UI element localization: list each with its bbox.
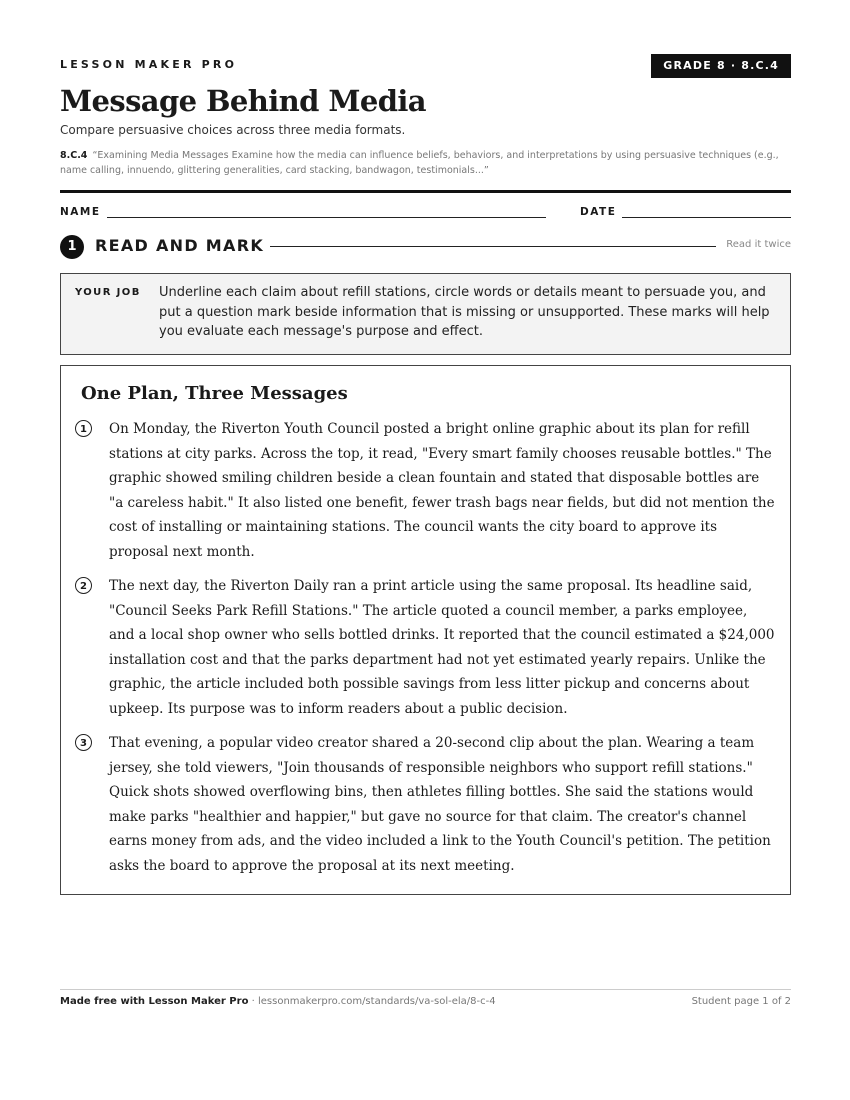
header-divider: [60, 190, 791, 193]
standard-text: “Examining Media Messages Examine how the media can influence beliefs, behaviors, and interpretations by using persuasive techniques (e.g., name calling, innuendo, glittering generalities, card stacking, bandwagon, testimonials...”: [60, 150, 779, 176]
footer-divider: [60, 989, 791, 990]
date-label: DATE: [580, 206, 617, 218]
page-title: Message Behind Media: [60, 84, 426, 118]
paragraph-text: That evening, a popular video creator shared a 20-second clip about the plan. Wearing a team jersey, she told viewers, "Join thousands of responsible neighbors who support refill stations." Quick shots showed overflowing bins, then athletes filling bottles. She said the stations would make parks "healthier and happier," but gave no source for that claim. The creator's channel earns money from ads, and the video included a link to the Youth Council's petition. The petition asks the board to approve the proposal at its next meeting.: [109, 735, 771, 874]
paragraph-text: On Monday, the Riverton Youth Council posted a bright online graphic about its plan for refill stations at city parks. Across the top, it read, "Every smart family chooses reusable bottles." The graphic showed smiling children beside a clean fountain and stated that disposable bottles are "a careless habit." It also listed one benefit, fewer trash bags near fields, but did not mention the cost of installing or maintaining stations. The council wants the city board to approve its proposal next month.: [109, 421, 775, 560]
passage-title: One Plan, Three Messages: [81, 383, 348, 404]
instructions-label: YOUR JOB: [75, 287, 141, 298]
reading-passage-box: [60, 365, 791, 895]
footer-url[interactable]: · lessonmakerpro.com/standards/va-sol-ela/8-c-4: [248, 996, 496, 1007]
name-date-row: [60, 205, 791, 221]
brand-name: LESSON MAKER PRO: [60, 58, 238, 71]
date-field[interactable]: [622, 217, 791, 218]
section-divider: [270, 246, 716, 247]
section-note: Read it twice: [726, 239, 791, 250]
name-label: NAME: [60, 206, 101, 218]
section-number-badge: 1: [60, 235, 84, 259]
paragraph-number: 3: [75, 734, 92, 751]
section-header: [60, 235, 791, 259]
instructions-box: [60, 273, 791, 355]
footer-made-with: Made free with Lesson Maker Pro: [60, 996, 249, 1007]
worksheet-page: [60, 0, 791, 1100]
paragraph-text: The next day, the Riverton Daily ran a print article using the same proposal. Its headline said, "Council Seeks Park Refill Stations." The article quoted a council member, a parks employee, and a local shop owner who sells bottled drinks. It reported that the council estimated a $24,000 installation cost and that the parks department had not yet estimated yearly repairs. Unlike the graphic, the article included both possible savings from less litter pickup and concerns about upkeep. Its purpose was to inform readers about a public decision.: [109, 578, 775, 717]
page-subtitle: Compare persuasive choices across three media formats.: [60, 123, 406, 137]
name-field[interactable]: [107, 217, 546, 218]
standard-code: 8.C.4: [60, 150, 88, 161]
standard-description: [60, 148, 791, 178]
footer-page-number: Student page 1 of 2: [691, 996, 791, 1007]
header-bar: [60, 54, 791, 78]
footer-credit: [60, 996, 496, 1007]
paragraph-number: 2: [75, 577, 92, 594]
section-title: READ AND MARK: [95, 236, 265, 255]
grade-badge: GRADE 8 · 8.C.4: [651, 54, 791, 78]
instructions-text: Underline each claim about refill stations, circle words or details meant to persuade you, and put a question mark beside information that is missing or unsupported. These marks will help you evaluate each message's purpose and effect.: [159, 285, 770, 339]
paragraph-number: 1: [75, 420, 92, 437]
